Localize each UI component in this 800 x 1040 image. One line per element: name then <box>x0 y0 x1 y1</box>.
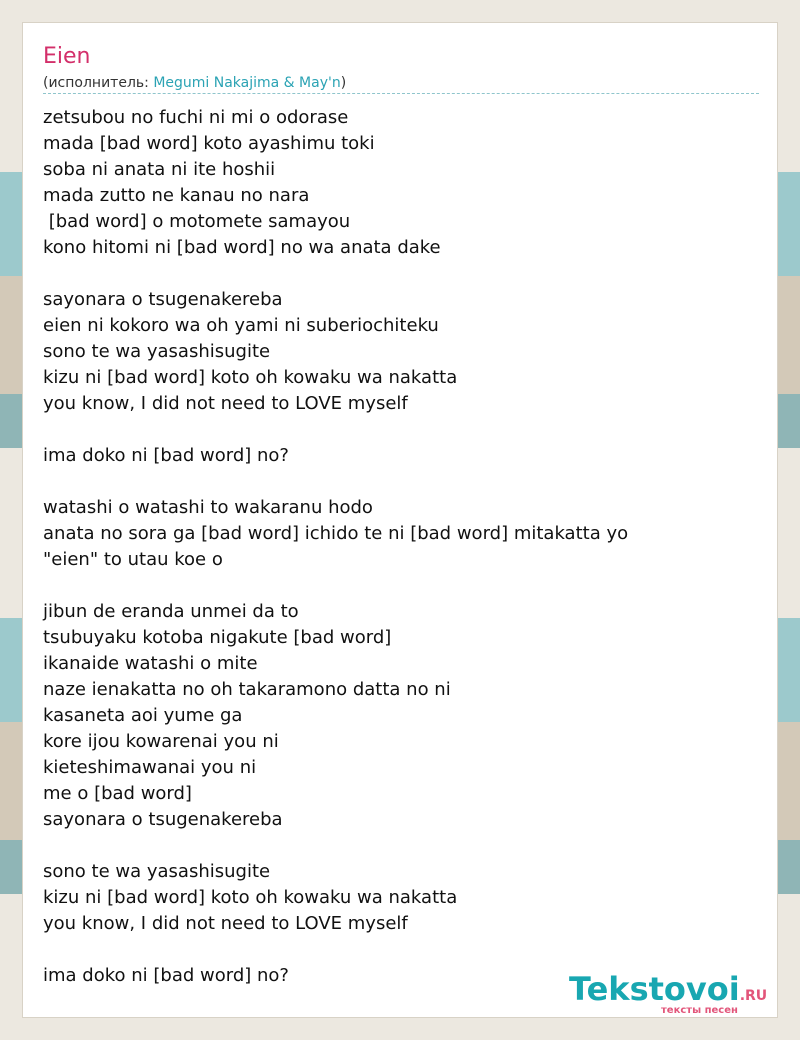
lyric-line: you know, I did not need to LOVE myself <box>43 913 408 934</box>
lyric-line: mada [bad word] koto ayashimu toki <box>43 133 375 154</box>
lyric-line: anata no sora ga [bad word] ichido te ni [bad word] mitakatta yo <box>43 523 629 544</box>
lyric-blank-line <box>43 417 759 443</box>
lyric-line: kono hitomi ni [bad word] no wa anata dake <box>43 237 441 258</box>
lyric-line: naze ienakatta no oh takaramono datta no ni <box>43 679 451 700</box>
lyric-blank-line <box>43 469 759 495</box>
lyric-blank-line <box>43 261 759 287</box>
lyric-line: kizu ni [bad word] koto oh kowaku wa nakatta <box>43 887 458 908</box>
lyric-blank-line <box>43 573 759 599</box>
lyric-line: mada zutto ne kanau no nara <box>43 185 310 206</box>
lyric-line: sayonara o tsugenakereba <box>43 289 283 310</box>
title-divider <box>43 93 759 94</box>
lyric-line: tsubuyaku kotoba nigakute [bad word] <box>43 627 392 648</box>
lyric-line: me o [bad word] <box>43 783 192 804</box>
lyric-line: kizu ni [bad word] koto oh kowaku wa nakatta <box>43 367 458 388</box>
lyric-line: jibun de eranda unmei da to <box>43 601 299 622</box>
artist-line <box>43 73 346 93</box>
lyric-line: ikanaide watashi o mite <box>43 653 258 674</box>
logo-tagline: тексты песен <box>661 1005 738 1016</box>
logo-tld: .RU <box>739 988 768 1004</box>
lyric-line: sono te wa yasashisugite <box>43 341 271 362</box>
lyric-line: kasaneta aoi yume ga <box>43 705 243 726</box>
lyric-line: ima doko ni [bad word] no? <box>43 965 289 986</box>
artist-link[interactable]: Megumi Nakajima & May'n <box>153 75 341 91</box>
site-logo[interactable] <box>569 971 778 1018</box>
lyric-line: "eien" to utau koe o <box>43 549 223 570</box>
lyric-line: [bad word] o motomete samayou <box>43 211 351 232</box>
lyric-line: soba ni anata ni ite hoshii <box>43 159 276 180</box>
lyrics-card <box>22 22 778 1018</box>
lyric-line: sayonara o tsugenakereba <box>43 809 283 830</box>
lyric-line: zetsubou no fuchi ni mi o odorase <box>43 107 349 128</box>
lyric-line: kieteshimawanai you ni <box>43 757 257 778</box>
lyric-line: ima doko ni [bad word] no? <box>43 445 289 466</box>
lyrics-body <box>43 105 759 989</box>
artist-prefix: (исполнитель: <box>43 75 154 91</box>
lyric-line: watashi o watashi to wakaranu hodo <box>43 497 373 518</box>
song-title: Eien <box>43 44 91 69</box>
lyric-line: sono te wa yasashisugite <box>43 861 271 882</box>
lyric-line: kore ijou kowarenai you ni <box>43 731 279 752</box>
artist-suffix: ) <box>340 75 347 91</box>
lyric-blank-line <box>43 833 759 859</box>
logo-main-text: Tekstovoi <box>569 970 740 1008</box>
lyric-line: eien ni kokoro wa oh yami ni suberiochiteku <box>43 315 439 336</box>
lyric-blank-line <box>43 937 759 963</box>
lyric-line: you know, I did not need to LOVE myself <box>43 393 408 414</box>
